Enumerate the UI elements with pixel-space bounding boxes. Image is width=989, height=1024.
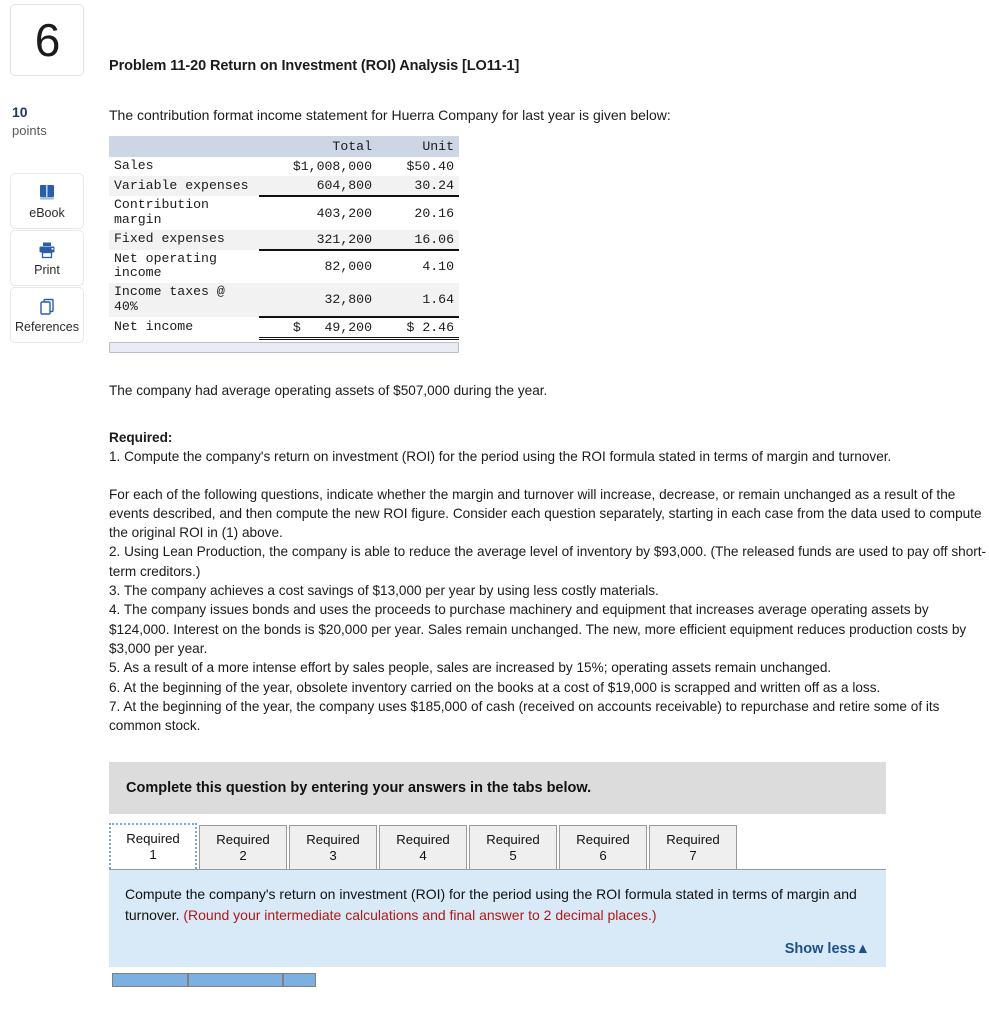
tab-label-top: Required bbox=[576, 831, 630, 847]
panel-instruction bbox=[125, 884, 870, 925]
row-label: Variable expenses bbox=[109, 176, 259, 196]
ebook-button[interactable] bbox=[10, 173, 84, 229]
main-content bbox=[109, 0, 989, 987]
panel-rounding-note: (Round your intermediate calculations and final answer to 2 decimal places.) bbox=[183, 906, 657, 923]
tab-required-4[interactable] bbox=[379, 825, 467, 869]
requirement-6-text: 6. At the beginning of the year, obsolete inventory carried on the books at a cost of $19,000 is scrapped and written off as a loss. bbox=[109, 679, 881, 695]
col-header-unit: Unit bbox=[377, 136, 459, 157]
ebook-label: eBook bbox=[29, 205, 65, 220]
row-label: Income taxes @ 40% bbox=[109, 283, 259, 317]
tab-label-bottom: 4 bbox=[419, 847, 427, 863]
tab-label-bottom: 5 bbox=[509, 847, 517, 863]
requirement-5-text: 5. As a result of a more intense effort by sales people, sales are increased by 15%; operating assets remain unchanged. bbox=[109, 660, 832, 676]
requirement-2-text: 2. Using Lean Production, the company is able to reduce the average level of inventory by $93,000. (The released funds are used to pay off short-term creditors.) bbox=[109, 544, 987, 579]
tab-required-5[interactable] bbox=[469, 825, 557, 869]
row-total: $ 49,200 bbox=[259, 317, 377, 339]
tab-label-top: Required bbox=[486, 831, 540, 847]
table-row bbox=[109, 157, 459, 176]
references-label: References bbox=[15, 319, 79, 334]
answer-header-cell[interactable] bbox=[283, 973, 316, 987]
answer-widget bbox=[109, 762, 886, 987]
table-row bbox=[109, 317, 459, 339]
row-unit: 16.06 bbox=[377, 230, 459, 250]
table-row bbox=[109, 196, 459, 230]
row-total: 403,200 bbox=[259, 196, 377, 230]
row-total: $1,008,000 bbox=[259, 157, 377, 176]
show-less-link[interactable]: Show less▲ bbox=[784, 941, 870, 958]
row-unit: 30.24 bbox=[377, 176, 459, 196]
col-header-total: Total bbox=[259, 136, 377, 157]
tab-label-bottom: 3 bbox=[329, 847, 337, 863]
requirements-preamble: For each of the following questions, indicate whether the margin and turnover will increase, decrease, or remain unchanged as a result of the events described, and then compute the new ROI figure. Consider each question separately, starting in each case from the data used to compute the original ROI in (1) above. bbox=[109, 486, 982, 541]
tab-required-7[interactable] bbox=[649, 825, 737, 869]
print-label: Print bbox=[34, 262, 60, 277]
requirement-3-text: 3. The company achieves a cost savings of $13,000 per year by using less costly materials. bbox=[109, 583, 659, 599]
row-total: 82,000 bbox=[259, 250, 377, 284]
tab-required-6[interactable] bbox=[559, 825, 647, 869]
table-header-row bbox=[109, 136, 459, 157]
row-label: Net operating income bbox=[109, 250, 259, 284]
answer-header-cell[interactable] bbox=[112, 973, 188, 987]
row-total: 321,200 bbox=[259, 230, 377, 250]
table-horizontal-scrollbar[interactable] bbox=[109, 342, 459, 353]
tab-label-top: Required bbox=[306, 831, 360, 847]
printer-icon bbox=[37, 240, 57, 260]
average-assets-text: The company had average operating assets of $507,000 during the year. bbox=[109, 382, 548, 398]
tab-label-bottom: 7 bbox=[689, 847, 697, 863]
requirement-7-text: 7. At the beginning of the year, the company uses $185,000 of cash (received on accounts receivable) to repurchase and retire some of its common stock. bbox=[109, 698, 940, 734]
tab-required-3[interactable] bbox=[289, 825, 377, 869]
table-row bbox=[109, 283, 459, 317]
row-unit: 4.10 bbox=[377, 250, 459, 284]
references-button[interactable] bbox=[10, 287, 84, 343]
page-title: Problem 11-20 Return on Investment (ROI) Analysis [LO11-1] bbox=[109, 58, 520, 74]
answer-entry-table bbox=[112, 973, 886, 987]
table-row bbox=[109, 250, 459, 284]
row-total: 604,800 bbox=[259, 176, 377, 196]
tab-label-bottom: 2 bbox=[239, 847, 247, 863]
points-value: 10 bbox=[12, 104, 28, 120]
widget-banner: Complete this question by entering your answers in the tabs below. bbox=[109, 762, 886, 814]
row-unit: $50.40 bbox=[377, 157, 459, 176]
row-total: 32,800 bbox=[259, 283, 377, 317]
tab-label-bottom: 6 bbox=[599, 847, 607, 863]
points-display bbox=[12, 103, 47, 139]
row-unit: $ 2.46 bbox=[377, 317, 459, 339]
col-header-blank bbox=[109, 136, 259, 157]
requirement-1-text: 1. Compute the company's return on investment (ROI) for the period using the ROI formula stated in terms of margin and turnover. bbox=[109, 449, 892, 465]
row-label: Sales bbox=[109, 157, 259, 176]
tab-label-top: Required bbox=[666, 831, 720, 847]
required-heading: Required: bbox=[109, 429, 173, 445]
row-label: Contribution margin bbox=[109, 196, 259, 230]
tab-required-1[interactable] bbox=[109, 823, 197, 869]
book-icon bbox=[37, 183, 57, 203]
tab-label-top: Required bbox=[216, 831, 270, 847]
copy-pages-icon bbox=[37, 297, 57, 317]
points-label: points bbox=[12, 122, 47, 138]
row-unit: 20.16 bbox=[377, 196, 459, 230]
print-button[interactable] bbox=[10, 230, 84, 286]
question-number-box: 6 bbox=[10, 4, 84, 76]
row-unit: 1.64 bbox=[377, 283, 459, 317]
problem-intro: The contribution format income statement for Huerra Company for last year is given below: bbox=[109, 107, 671, 123]
tab-label-top: Required bbox=[126, 831, 180, 847]
income-statement-wrap bbox=[109, 136, 459, 353]
tab-label-bottom: 1 bbox=[149, 847, 157, 863]
row-label: Net income bbox=[109, 317, 259, 339]
row-label: Fixed expenses bbox=[109, 230, 259, 250]
table-row bbox=[109, 176, 459, 196]
tab-required-2[interactable] bbox=[199, 825, 287, 869]
answer-header-cell[interactable] bbox=[188, 973, 283, 987]
income-statement-table bbox=[109, 136, 459, 340]
requirement-4-text: 4. The company issues bonds and uses the proceeds to purchase machinery and equipment that increases average operating assets by $124,000. Interest on the bonds is $20,000 per year. Sales remain unchanged. The new, more efficient equipment reduces production costs by $3,000 per year. bbox=[109, 602, 967, 656]
answer-panel bbox=[109, 869, 886, 967]
tab-label-top: Required bbox=[396, 831, 450, 847]
table-row bbox=[109, 230, 459, 250]
left-rail bbox=[0, 0, 100, 1024]
tool-button-stack bbox=[10, 173, 84, 344]
panel-instruction-main: Compute the company's return on investment (ROI) for the period using the ROI formula stated in terms of margin and turnover. bbox=[125, 886, 857, 923]
requirement-tabstrip bbox=[109, 823, 886, 869]
